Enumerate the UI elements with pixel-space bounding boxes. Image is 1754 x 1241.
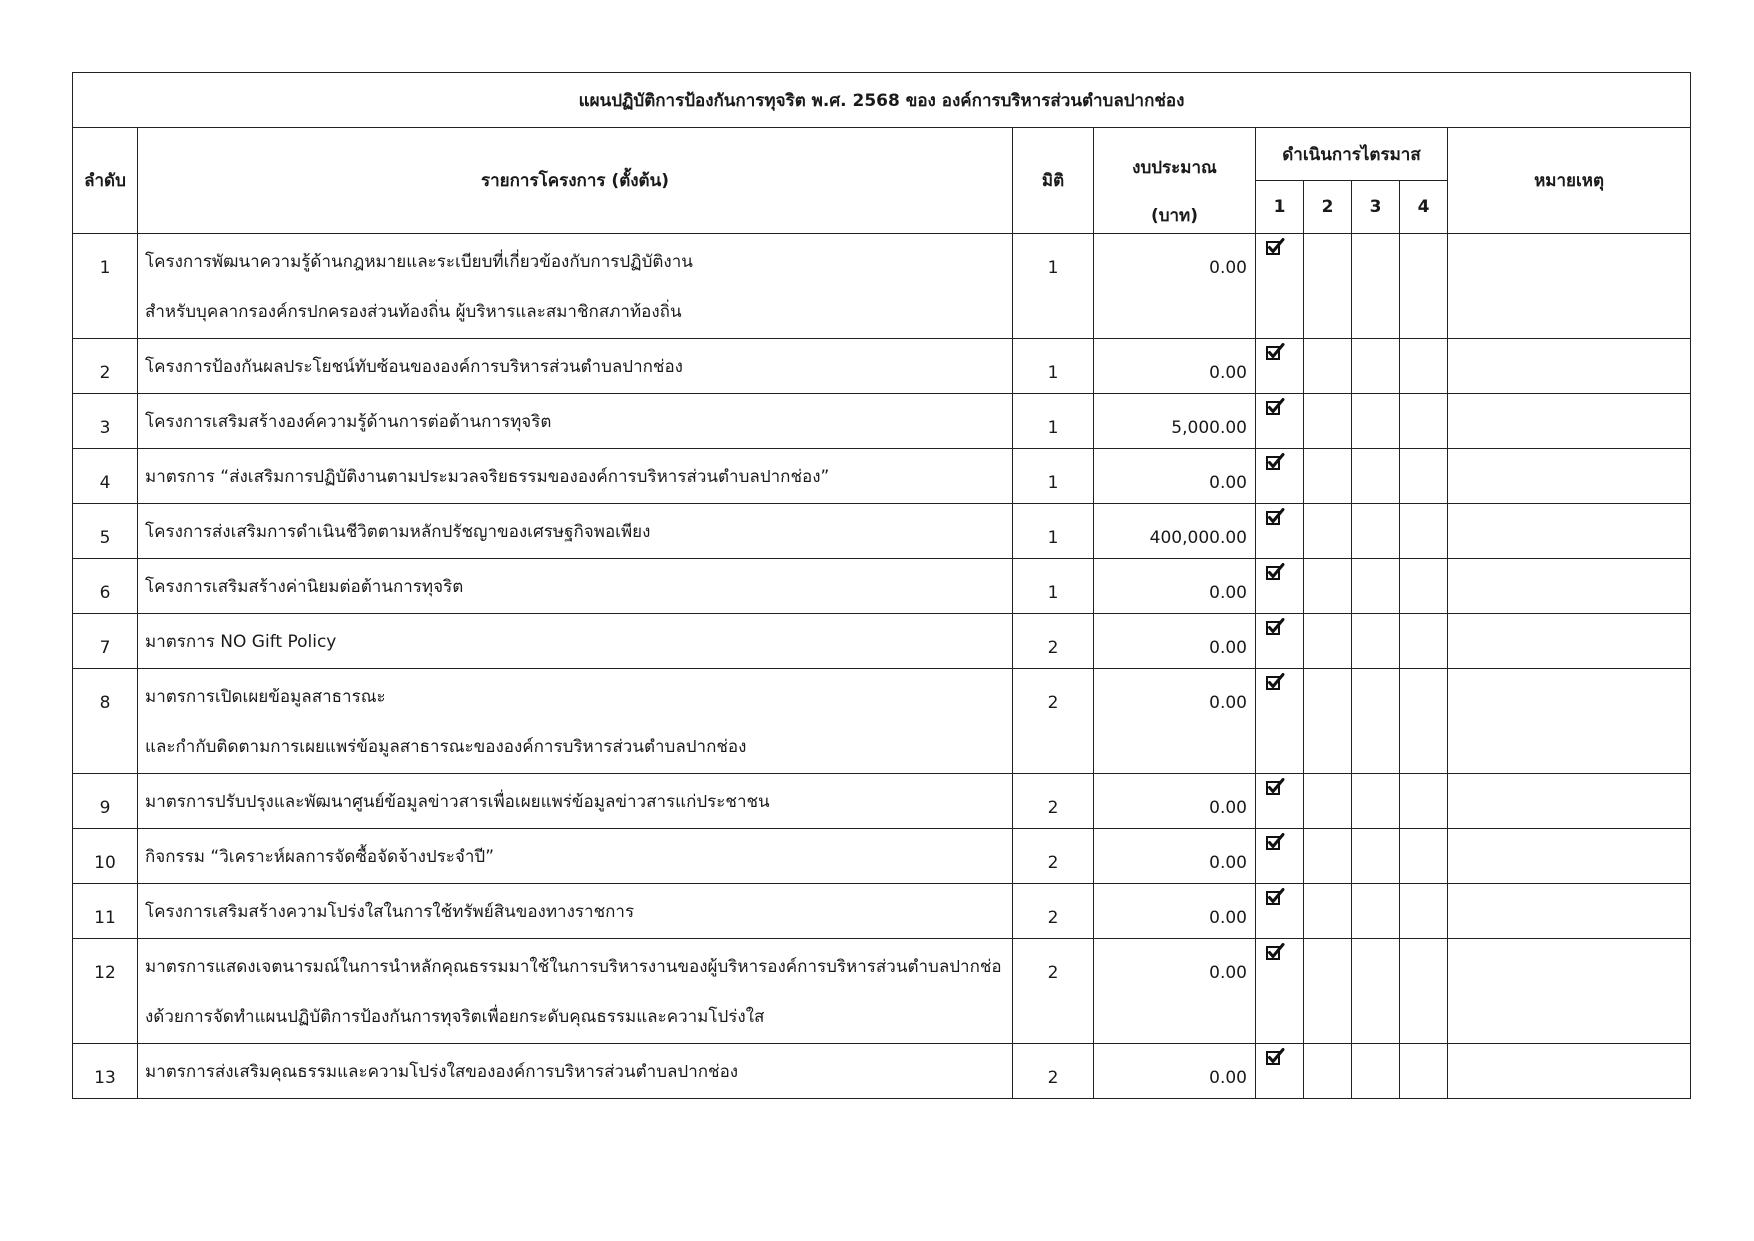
checkbox-checked-icon [1266,343,1286,361]
quarter-q4-cell [1400,449,1448,504]
quarter-q4-cell [1400,884,1448,939]
dimension-value: 1 [1047,258,1059,278]
header-q3: 3 [1352,181,1400,234]
project-name-cell [138,1044,1013,1099]
project-name-cell [138,234,1013,339]
quarter-q3-cell [1352,394,1400,449]
table-row [73,339,1691,394]
row-number: 7 [99,638,111,658]
project-name-line1: มาตรการปรับปรุงและพัฒนาศูนย์ข้อมูลข่าวสารเพื่อเผยแพร่ข้อมูลข่าวสารแก่ประชาชน [145,792,770,812]
budget-value: 0.00 [1209,258,1247,278]
dimension-value: 2 [1047,1068,1059,1088]
budget-value: 0.00 [1209,798,1247,818]
project-name-line2: และกำกับติดตามการเผยแพร่ข้อมูลสาธารณะขององค์การบริหารส่วนตำบลปากช่อง [145,737,747,757]
checkbox-checked-icon [1266,563,1286,581]
remark-cell [1448,449,1691,504]
project-name-cell [138,614,1013,669]
dimension-cell [1013,829,1094,884]
row-number-cell [73,669,138,774]
quarter-q2-cell [1304,1044,1352,1099]
quarter-q1-cell [1256,669,1304,774]
project-name-line1: โครงการพัฒนาความรู้ด้านกฎหมายและระเบียบที่เกี่ยวข้องกับการปฏิบัติงาน [145,252,693,272]
project-name-cell [138,774,1013,829]
checkbox-checked-icon [1266,398,1286,416]
project-name-cell [138,449,1013,504]
project-name-line2: สำหรับบุคลากรองค์กรปกครองส่วนท้องถิ่น ผู้บริหารและสมาชิกสภาท้องถิ่น [145,302,682,322]
quarter-q2-cell [1304,774,1352,829]
row-number: 12 [94,963,116,983]
budget-value: 0.00 [1209,1068,1247,1088]
project-name-cell [138,394,1013,449]
budget-cell [1094,504,1256,559]
row-number-cell [73,829,138,884]
budget-value: 5,000.00 [1171,418,1247,438]
quarter-q4-cell [1400,614,1448,669]
dimension-value: 1 [1047,583,1059,603]
table-row [73,939,1691,1044]
row-number-cell [73,559,138,614]
quarter-q3-cell [1352,939,1400,1044]
project-name-line1: โครงการเสริมสร้างค่านิยมต่อต้านการทุจริต [145,577,464,597]
quarter-q3-cell [1352,339,1400,394]
table-row [73,829,1691,884]
header-q2: 2 [1304,181,1352,234]
quarter-q2-cell [1304,829,1352,884]
table-row [73,774,1691,829]
budget-value: 0.00 [1209,963,1247,983]
budget-cell [1094,339,1256,394]
quarter-q1-cell [1256,449,1304,504]
budget-value: 0.00 [1209,363,1247,383]
quarter-q1-cell [1256,774,1304,829]
remark-cell [1448,339,1691,394]
quarter-q2-cell [1304,339,1352,394]
row-number-cell [73,504,138,559]
quarter-q3-cell [1352,449,1400,504]
row-number-cell [73,234,138,339]
quarter-q4-cell [1400,394,1448,449]
quarter-q3-cell [1352,614,1400,669]
row-number: 10 [94,853,116,873]
dimension-value: 1 [1047,418,1059,438]
project-name-line1: โครงการป้องกันผลประโยชน์ทับซ้อนขององค์การบริหารส่วนตำบลปากช่อง [145,357,683,377]
quarter-q2-cell [1304,559,1352,614]
remark-cell [1448,234,1691,339]
row-number-cell [73,394,138,449]
header-order: ลำดับ [73,128,138,234]
quarter-q4-cell [1400,1044,1448,1099]
quarter-q3-cell [1352,669,1400,774]
dimension-value: 2 [1047,693,1059,713]
dimension-value: 1 [1047,473,1059,493]
checkbox-checked-icon [1266,238,1286,256]
quarter-q1-cell [1256,829,1304,884]
project-name-cell [138,669,1013,774]
dimension-cell [1013,559,1094,614]
row-number: 4 [99,473,111,493]
quarter-q4-cell [1400,669,1448,774]
quarter-q2-cell [1304,449,1352,504]
project-name-cell [138,884,1013,939]
checkbox-checked-icon [1266,943,1286,961]
checkbox-checked-icon [1266,508,1286,526]
table-row [73,884,1691,939]
remark-cell [1448,774,1691,829]
remark-cell [1448,394,1691,449]
project-name-cell [138,939,1013,1044]
row-number: 3 [99,418,111,438]
dimension-value: 2 [1047,853,1059,873]
project-name-line1: มาตรการแสดงเจตนารมณ์ในการนำหลักคุณธรรมมาใช้ในการบริหารงานของผู้บริหารองค์การบริหารส่วนตำบลปากช่อ [145,957,1002,977]
remark-cell [1448,829,1691,884]
dimension-cell [1013,669,1094,774]
row-number-cell [73,449,138,504]
table-row [73,394,1691,449]
project-name-line1: มาตรการ NO Gift Policy [145,632,337,652]
remark-cell [1448,559,1691,614]
checkbox-checked-icon [1266,1048,1286,1066]
checkbox-checked-icon [1266,618,1286,636]
quarter-q3-cell [1352,1044,1400,1099]
table-row [73,234,1691,339]
budget-value: 0.00 [1209,693,1247,713]
quarter-q4-cell [1400,829,1448,884]
remark-cell [1448,669,1691,774]
dimension-cell [1013,394,1094,449]
budget-value: 0.00 [1209,853,1247,873]
quarter-q2-cell [1304,394,1352,449]
header-quarters: ดำเนินการไตรมาส [1256,128,1448,181]
row-number-cell [73,884,138,939]
remark-cell [1448,504,1691,559]
project-name-line1: กิจกรรม “วิเคราะห์ผลการจัดซื้อจัดจ้างประจำปี” [145,847,495,867]
table-row [73,449,1691,504]
remark-cell [1448,614,1691,669]
checkbox-checked-icon [1266,453,1286,471]
checkbox-checked-icon [1266,778,1286,796]
budget-cell [1094,1044,1256,1099]
quarter-q4-cell [1400,559,1448,614]
quarter-q3-cell [1352,504,1400,559]
quarter-q2-cell [1304,939,1352,1044]
table-row [73,1044,1691,1099]
header-budget-line1: งบประมาณ [1132,158,1217,178]
budget-cell [1094,614,1256,669]
budget-value: 400,000.00 [1149,528,1247,548]
dimension-value: 2 [1047,908,1059,928]
checkbox-checked-icon [1266,888,1286,906]
quarter-q1-cell [1256,504,1304,559]
quarter-q4-cell [1400,939,1448,1044]
budget-cell [1094,774,1256,829]
row-number: 5 [99,528,111,548]
header-budget-line2: (บาท) [1150,206,1199,226]
dimension-cell [1013,1044,1094,1099]
quarter-q4-cell [1400,774,1448,829]
dimension-value: 2 [1047,963,1059,983]
checkbox-checked-icon [1266,673,1286,691]
quarter-q1-cell [1256,559,1304,614]
quarter-q3-cell [1352,234,1400,339]
budget-cell [1094,234,1256,339]
row-number-cell [73,1044,138,1099]
project-name-cell [138,339,1013,394]
project-name-cell [138,504,1013,559]
header-remark: หมายเหตุ [1448,128,1691,234]
dimension-cell [1013,339,1094,394]
quarter-q4-cell [1400,504,1448,559]
quarter-q1-cell [1256,884,1304,939]
budget-cell [1094,884,1256,939]
row-number-cell [73,614,138,669]
quarter-q2-cell [1304,234,1352,339]
quarter-q4-cell [1400,339,1448,394]
project-name-cell [138,559,1013,614]
remark-cell [1448,1044,1691,1099]
dimension-value: 2 [1047,638,1059,658]
anti-corruption-plan-table [72,72,1691,1099]
row-number: 9 [99,798,111,818]
project-name-cell [138,829,1013,884]
budget-value: 0.00 [1209,473,1247,493]
budget-value: 0.00 [1209,638,1247,658]
quarter-q2-cell [1304,669,1352,774]
quarter-q1-cell [1256,234,1304,339]
table-row [73,559,1691,614]
project-name-line1: โครงการเสริมสร้างองค์ความรู้ด้านการต่อต้านการทุจริต [145,412,552,432]
project-name-line1: โครงการเสริมสร้างความโปร่งใสในการใช้ทรัพย์สินของทางราชการ [145,902,635,922]
project-name-line1: โครงการส่งเสริมการดำเนินชีวิตตามหลักปรัชญาของเศรษฐกิจพอเพียง [145,522,651,542]
remark-cell [1448,884,1691,939]
quarter-q2-cell [1304,884,1352,939]
budget-value: 0.00 [1209,908,1247,928]
table-row [73,669,1691,774]
header-dimension: มิติ [1013,128,1094,234]
project-name-line1: มาตรการเปิดเผยข้อมูลสาธารณะ [145,687,386,707]
row-number: 2 [99,363,111,383]
budget-cell [1094,449,1256,504]
header-q4: 4 [1400,181,1448,234]
project-name-line2: งด้วยการจัดทำแผนปฏิบัติการป้องกันการทุจริตเพื่อยกระดับคุณธรรมและความโปร่งใส [145,1007,765,1027]
quarter-q1-cell [1256,339,1304,394]
quarter-q2-cell [1304,504,1352,559]
project-name-line1: มาตรการ “ส่งเสริมการปฏิบัติงานตามประมวลจริยธรรมขององค์การบริหารส่วนตำบลปากช่อง” [145,467,830,487]
row-number: 8 [99,693,111,713]
header-budget [1094,128,1256,234]
quarter-q2-cell [1304,614,1352,669]
quarter-q3-cell [1352,884,1400,939]
row-number: 6 [99,583,111,603]
header-q1: 1 [1256,181,1304,234]
dimension-cell [1013,234,1094,339]
quarter-q3-cell [1352,774,1400,829]
quarter-q1-cell [1256,1044,1304,1099]
budget-cell [1094,394,1256,449]
quarter-q1-cell [1256,394,1304,449]
row-number: 11 [94,908,116,928]
dimension-value: 1 [1047,528,1059,548]
budget-value: 0.00 [1209,583,1247,603]
dimension-value: 2 [1047,798,1059,818]
quarter-q1-cell [1256,939,1304,1044]
dimension-cell [1013,614,1094,669]
dimension-cell [1013,504,1094,559]
dimension-cell [1013,449,1094,504]
row-number: 1 [99,258,111,278]
row-number-cell [73,339,138,394]
quarter-q1-cell [1256,614,1304,669]
quarter-q3-cell [1352,559,1400,614]
header-project: รายการโครงการ (ตั้งต้น) [138,128,1013,234]
dimension-cell [1013,774,1094,829]
dimension-cell [1013,884,1094,939]
row-number-cell [73,774,138,829]
table-row [73,504,1691,559]
table-row [73,614,1691,669]
document-title: แผนปฏิบัติการป้องกันการทุจริต พ.ศ. 2568 ของ องค์การบริหารส่วนตำบลปากช่อง [73,73,1691,128]
budget-cell [1094,939,1256,1044]
quarter-q3-cell [1352,829,1400,884]
dimension-value: 1 [1047,363,1059,383]
quarter-q4-cell [1400,234,1448,339]
budget-cell [1094,559,1256,614]
budget-cell [1094,829,1256,884]
budget-cell [1094,669,1256,774]
project-name-line1: มาตรการส่งเสริมคุณธรรมและความโปร่งใสขององค์การบริหารส่วนตำบลปากช่อง [145,1062,739,1082]
dimension-cell [1013,939,1094,1044]
row-number: 13 [94,1068,116,1088]
row-number-cell [73,939,138,1044]
checkbox-checked-icon [1266,833,1286,851]
remark-cell [1448,939,1691,1044]
